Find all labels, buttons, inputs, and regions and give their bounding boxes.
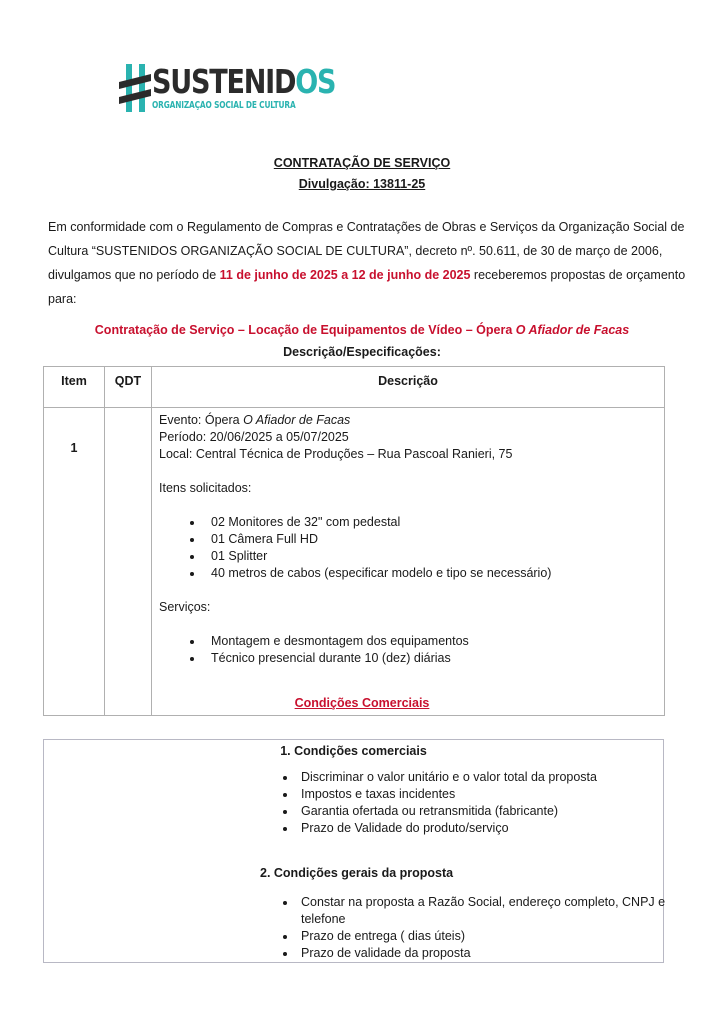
list-item: • Garantia ofertada ou retransmitida (fabricante): [297, 803, 687, 820]
header-qdt: QDT: [105, 367, 152, 408]
table-row: [44, 408, 665, 716]
conditions-section-2-title: 2. Condições gerais da proposta: [260, 866, 454, 880]
requested-items-list: [159, 514, 664, 582]
services-list: [159, 633, 664, 667]
list-item: • 40 metros de cabos (especificar modelo e tipo se necessário): [204, 565, 664, 582]
commercial-conditions-heading: Condições Comerciais: [294, 696, 430, 710]
items-table: [43, 366, 665, 716]
conditions-section-1-list: [260, 769, 687, 837]
disclosure-number: Divulgação: 13811-25: [298, 177, 426, 191]
conditions-section-1-title: 1. Condições comerciais: [280, 744, 427, 758]
proposal-period: 11 de junho de 2025 a 12 de junho de 2025: [219, 268, 471, 282]
item-qdt: [105, 408, 152, 716]
service-title: Contratação de Serviço – Locação de Equipamentos de Vídeo – Ópera O Afiador de Facas: [94, 323, 630, 337]
item-description: [152, 408, 665, 716]
list-item: • Impostos e taxas incidentes: [297, 786, 687, 803]
list-item: • Constar na proposta a Razão Social, endereço completo, CNPJ e telefone: [297, 894, 687, 928]
list-item: • Prazo de Validade do produto/serviço: [297, 820, 687, 837]
header-item: Item: [44, 367, 105, 408]
document-title: CONTRATAÇÃO DE SERVIÇO: [273, 156, 451, 170]
list-item: • Prazo de entrega ( dias úteis): [297, 928, 687, 945]
conditions-box: [43, 739, 664, 963]
conditions-section-2-list: [260, 894, 687, 962]
hash-logo-icon: [118, 62, 152, 114]
list-item: • 01 Splitter: [204, 548, 664, 565]
list-item: • Discriminar o valor unitário e o valor total da proposta: [297, 769, 687, 786]
list-item: • Prazo de validade da proposta: [297, 945, 687, 962]
header-description: Descrição: [152, 367, 665, 408]
event-line: Evento: Ópera O Afiador de Facas: [159, 413, 351, 427]
list-item: • 01 Câmera Full HD: [204, 531, 664, 548]
intro-paragraph: Em conformidade com o Regulamento de Compras e Contratações de Obras e Serviços da Organização Social de Cultura “SUSTENIDOS ORGANIZAÇÃO SOCIAL DE CULTURA”, decreto nº. 50.611, de 30 de março de 2006, divulgamos que no período de 11 de junho de 2025 a 12 de junho de 2025 receberemos propostas de orçamento para:: [48, 220, 686, 306]
logo-wordmark: SUSTENIDOS: [152, 62, 336, 101]
location-line: Local: Central Técnica de Produções – Rua Pascoal Ranieri, 75: [159, 447, 513, 461]
list-item: • 02 Monitores de 32" com pedestal: [204, 514, 664, 531]
requested-items-label: Itens solicitados:: [159, 481, 252, 495]
services-label: Serviços:: [159, 600, 211, 614]
list-item: • Técnico presencial durante 10 (dez) diárias: [204, 650, 664, 667]
item-number: 1: [44, 408, 105, 716]
list-item: • Montagem e desmontagem dos equipamentos: [204, 633, 664, 650]
organization-logo: [118, 62, 336, 114]
table-header-row: [44, 367, 665, 408]
period-line: Período: 20/06/2025 a 05/07/2025: [159, 430, 349, 444]
specifications-label: Descrição/Especificações:: [283, 345, 441, 359]
logo-subtitle: ORGANIZAÇÃO SOCIAL DE CULTURA: [152, 100, 296, 111]
